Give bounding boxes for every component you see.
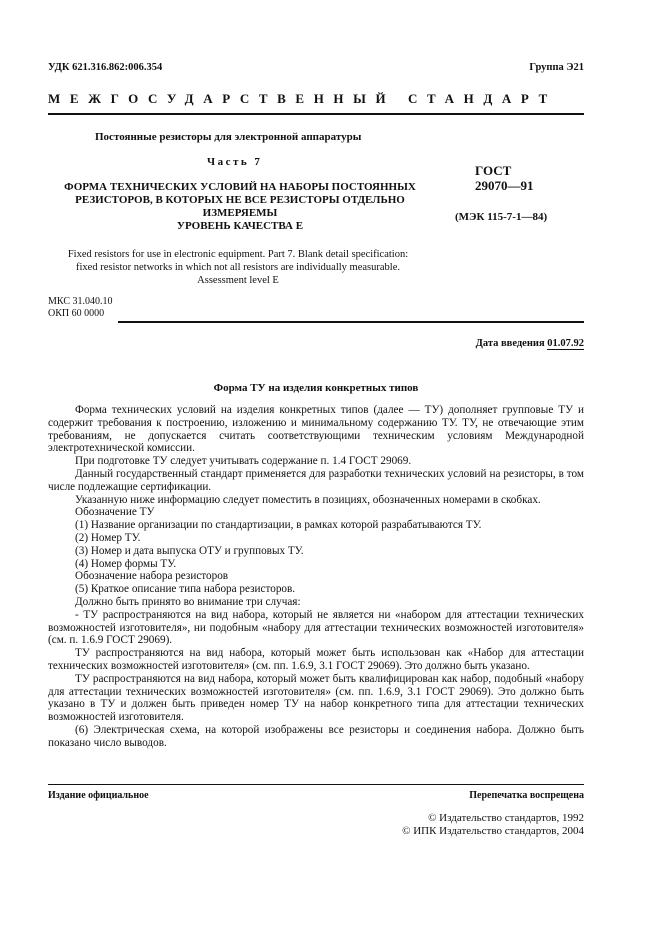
paragraph: - ТУ распространяются на вид набора, который не является ни «набором для аттестации технических возможностей изготовителя», ни подобным «набору для аттестации технических возможностей изготовителя» (см. п. 1.6.9 ГОСТ 29069). — [48, 608, 584, 647]
section-heading: Форма ТУ на изделия конкретных типов — [213, 382, 419, 394]
title-rule — [118, 321, 584, 323]
list-item: (2) Номер ТУ. — [75, 531, 141, 544]
gost-number — [475, 163, 534, 193]
paragraph: Форма технических условий на изделия конкретных типов (далее — ТУ) дополняет групповые ТУ и содержит требования к построению, изложению и минимальному содержанию ТУ. ТУ, не отвечающие этим требованиям, не допускается считать соответствующими техническим условиям Международной электротехнической комиссии. — [48, 404, 584, 455]
mks-code: МКС 31.040.10 — [48, 296, 113, 307]
list-item: Обозначение набора резисторов — [75, 570, 229, 583]
intro-date-label: Дата введения — [475, 338, 545, 349]
intro-date-value: 01.07.92 — [547, 338, 584, 349]
copyright-line: © ИПК Издательство стандартов, 2004 — [402, 825, 584, 837]
english-title-line: Fixed resistors for use in electronic equipment. Part 7. Blank detail specification: — [67, 249, 409, 260]
paragraph: Указанную ниже информацию следует поместить в позициях, обозначенных номерами в скобках. — [75, 493, 541, 506]
copyright-line: © Издательство стандартов, 1992 — [428, 812, 584, 824]
title-line: ФОРМА ТЕХНИЧЕСКИХ УСЛОВИЙ НА НАБОРЫ ПОСТОЯННЫХ — [64, 181, 416, 193]
paragraph: ТУ распространяются на вид набора, который может быть использован как «Набор для аттестации технических возможностей изготовителя» (см. пп. 1.6.9, 3.1 ГОСТ 29069). Это должно быть указано. — [48, 647, 584, 672]
footer-rule — [48, 784, 584, 785]
list-item: Должно быть принято во внимание три случая: — [75, 595, 301, 608]
udk-code: УДК 621.316.862:006.354 — [48, 62, 163, 73]
title-line: РЕЗИСТОРОВ, В КОТОРЫХ НЕ ВСЕ РЕЗИСТОРЫ ОТДЕЛЬНО — [75, 194, 405, 206]
banner-rule — [48, 113, 584, 115]
paragraph: ТУ распространяются на вид набора, который может быть квалифицирован как набор, подобный «набору для аттестации технических возможностей изготовителя» (см. пп. 1.6.9, 3.1 ГОСТ 29069). Это должно быть указано в ТУ и должен быть приведен номер ТУ на набор конкретного типа для аттестации технических возможностей изготовителя. — [48, 672, 584, 724]
title-line: УРОВЕНЬ КАЧЕСТВА Е — [176, 220, 304, 232]
paragraph: (6) Электрическая схема, на которой изображены все резисторы и соединения набора. Должно быть показано число выводов. — [48, 723, 584, 749]
title-line: ИЗМЕРЯЕМЫ — [202, 207, 278, 219]
official-edition: Издание официальное — [48, 790, 149, 801]
introduction-date — [476, 338, 584, 349]
body-text — [48, 404, 584, 750]
iec-reference: (МЭК 115-7-1—84) — [455, 211, 548, 223]
list-item: (3) Номер и дата выпуска ОТУ и групповых ТУ. — [75, 544, 304, 557]
english-title-line: fixed resistor networks in which not all resistors are individually measurable. — [76, 262, 400, 273]
classification-codes — [48, 296, 112, 320]
gost-label: ГОСТ — [475, 163, 512, 178]
standard-banner: МЕЖГОСУДАРСТВЕННЫЙ СТАНДАРТ — [48, 91, 557, 106]
english-title — [28, 248, 448, 287]
list-item: (4) Номер формы ТУ. — [75, 557, 177, 570]
list-item: Обозначение ТУ — [75, 506, 155, 519]
part-number: Часть 7 — [207, 156, 263, 168]
document-title — [50, 181, 430, 233]
paragraph: Данный государственный стандарт применяется для разработки технических условий на резисторы, в том числе подлежащие сертификации. — [48, 467, 584, 493]
list-item: (1) Название организации по стандартизации, в рамках которой разрабатываются ТУ. — [75, 519, 482, 532]
gost-code: 29070—91 — [475, 178, 534, 193]
reprint-prohibited: Перепечатка воспрещена — [469, 790, 584, 801]
english-title-line: Assessment level E — [197, 275, 279, 286]
list-item: (5) Краткое описание типа набора резисторов. — [75, 583, 296, 596]
document-subtitle: Постоянные резисторы для электронной аппаратуры — [95, 131, 362, 143]
okp-code: ОКП 60 0000 — [48, 308, 105, 319]
copyright — [402, 812, 584, 838]
paragraph: При подготовке ТУ следует учитывать содержание п. 1.4 ГОСТ 29069. — [75, 455, 412, 468]
group-code: Группа Э21 — [529, 62, 584, 73]
